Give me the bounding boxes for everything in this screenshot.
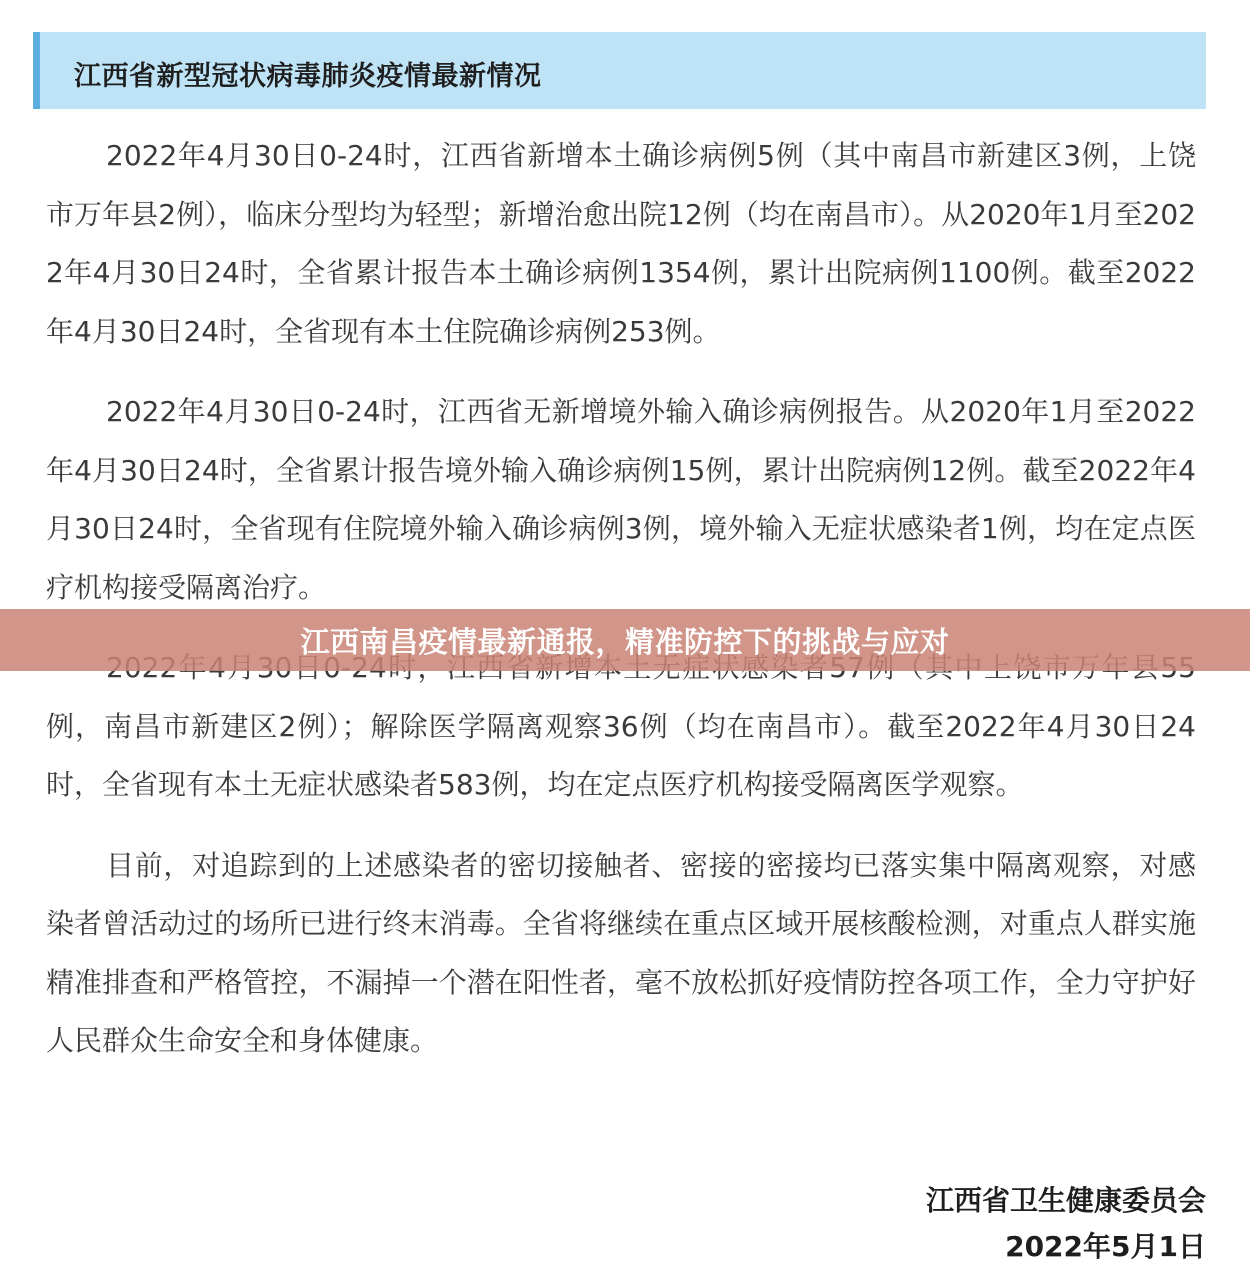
- paragraph-imported-cases: 2022年4月30日0-24时，江西省无新增境外输入确诊病例报告。从2020年1月至2022年4月30日24时，全省累计报告境外输入确诊病例15例，累计出院病例12例。截至2022年4月30日24时，全省现有住院境外输入确诊病例3例，境外输入无症状感染者1例，均在定点医疗机构接受隔离治疗。: [46, 395, 1196, 604]
- page-title: 江西省新型冠状病毒肺炎疫情最新情况: [74, 61, 542, 92]
- overlay-title: 江西南昌疫情最新通报，精准防控下的挑战与应对: [300, 624, 950, 659]
- header-bar: [33, 32, 1206, 109]
- signature-block: [926, 1178, 1206, 1270]
- article-body: [46, 127, 1196, 1071]
- paragraph-asymptomatic: 例，南昌市新建区2例）；解除医学隔离观察36例（均在南昌市）。截至2022年4月30日24时，全省现有本土无症状感染者583例，均在定点医疗机构接受隔离医学观察。: [46, 709, 1196, 801]
- overlay-banner: [0, 609, 1250, 671]
- paragraph-control-measures: 目前，对追踪到的上述感染者的密切接触者、密接的密接均已落实集中隔离观察，对感染者曾活动过的场所已进行终末消毒。全省将继续在重点区域开展核酸检测，对重点人群实施精准排查和严格管控，不漏掉一个潜在阳性者，毫不放松抓好疫情防控各项工作，全力守护好人民群众生命安全和身体健康。: [46, 848, 1196, 1057]
- paragraph-local-confirmed: 2022年4月30日0-24时，江西省新增本土确诊病例5例（其中南昌市新建区3例，上饶市万年县2例），临床分型均为轻型；新增治愈出院12例（均在南昌市）。从2020年1月至2022年4月30日24时，全省累计报告本土确诊病例1354例，累计出院病例1100例。截至2022年4月30日24时，全省现有本土住院确诊病例253例。: [46, 139, 1196, 348]
- signature-date: 2022年5月1日: [1005, 1230, 1206, 1263]
- signature-organization: 江西省卫生健康委员会: [925, 1184, 1206, 1217]
